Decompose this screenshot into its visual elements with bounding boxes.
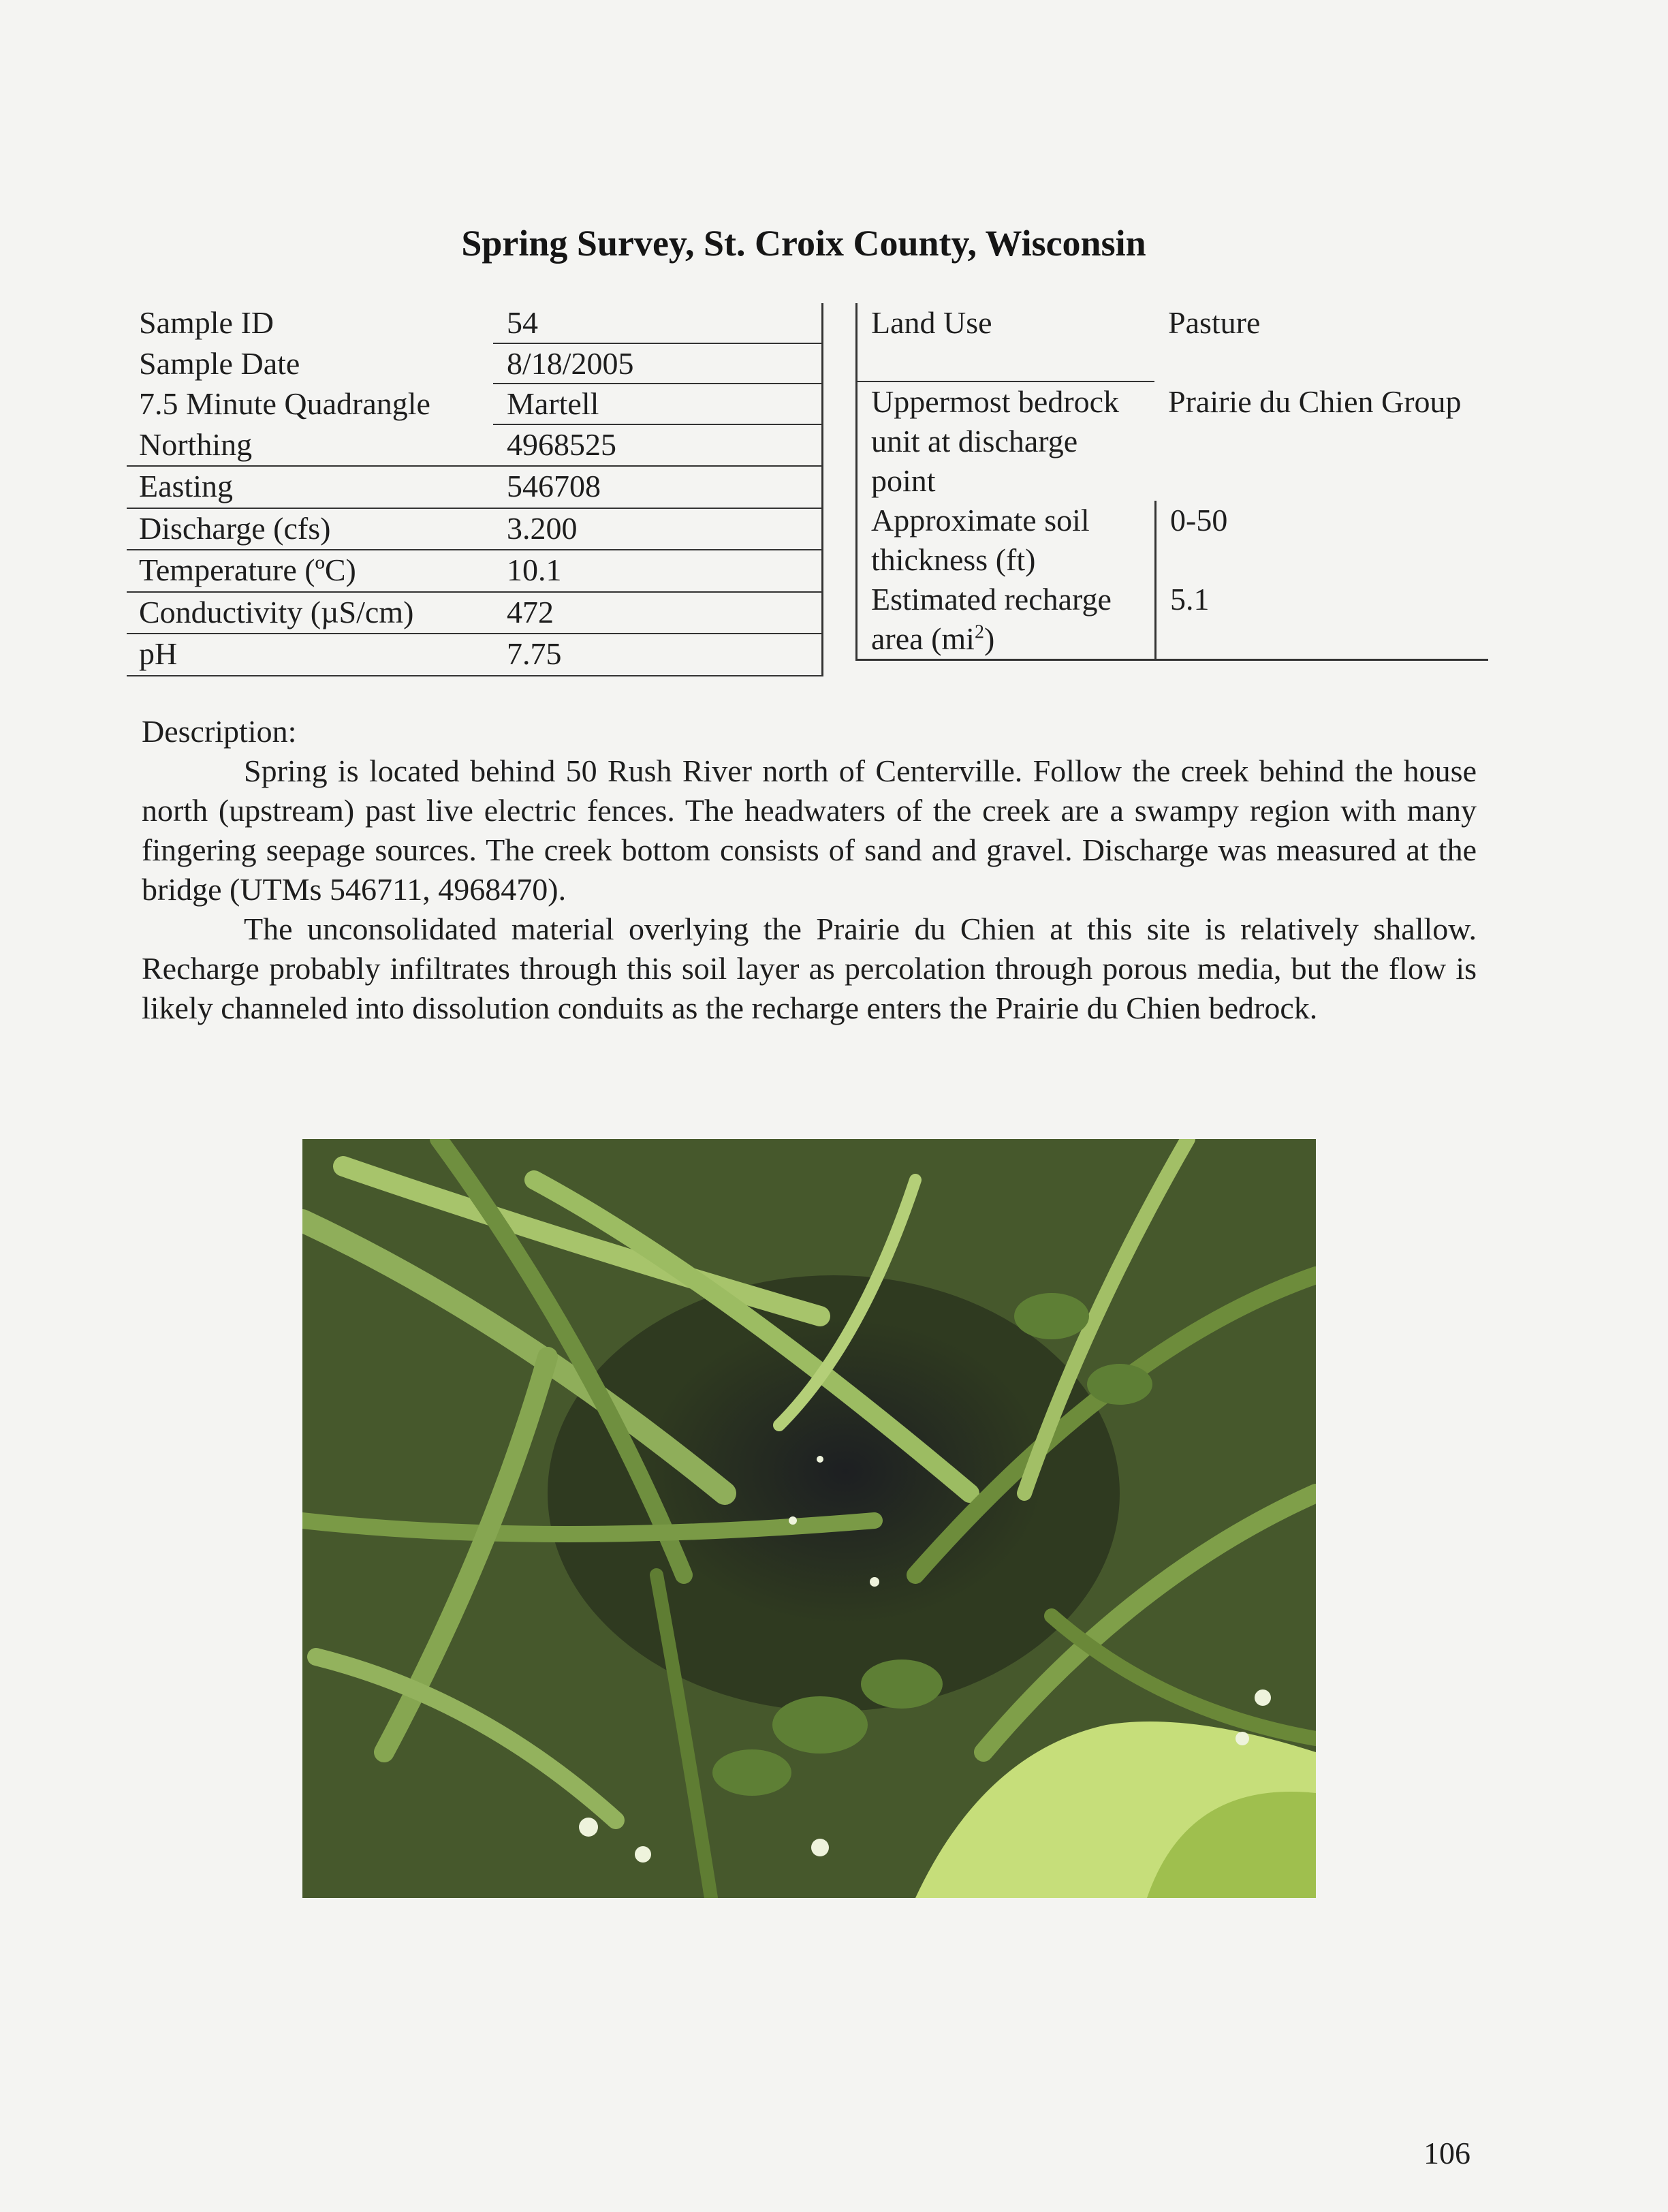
row-value: Prairie du Chien Group (1168, 384, 1462, 419)
table-row (127, 634, 821, 676)
row-value: 5.1 (1154, 580, 1488, 659)
table-row (127, 550, 821, 593)
table-row (127, 384, 821, 425)
site-info-table (855, 303, 1488, 661)
row-label: Land Use (857, 303, 1154, 382)
row-label: Uppermost bedrock unit at discharge point (871, 384, 1120, 498)
sample-info-table (127, 303, 823, 676)
table-row (857, 501, 1488, 580)
table-row (127, 467, 821, 509)
row-value: 472 (507, 594, 554, 629)
row-label: Northing (139, 426, 253, 462)
page-title: Spring Survey, St. Croix County, Wisconsin (461, 223, 1146, 264)
table-row (857, 382, 1488, 501)
row-value: 0-50 (1154, 501, 1488, 580)
row-label: pH (139, 636, 178, 671)
vegetation-photo-illustration (302, 1139, 1316, 1898)
superscript: 2 (974, 621, 984, 643)
table-row (857, 580, 1488, 659)
table-row (127, 509, 821, 551)
row-label: 7.5 Minute Quadrangle (139, 386, 430, 421)
row-value: 54 (493, 303, 821, 344)
row-value: Martell (493, 384, 821, 425)
table-row (127, 344, 821, 385)
description-section (142, 712, 1477, 1028)
row-label: Approximate soil thickness (ft) (871, 503, 1090, 577)
row-label: Temperature (ºC) (139, 552, 356, 587)
row-value: 8/18/2005 (493, 344, 821, 385)
description-paragraph: Spring is located behind 50 Rush River north of Centerville. Follow the creek behind the house north (upstream) past live electric fences. The headwaters of the creek are a swampy region with many fingering seepage sources. The creek bottom consists of sand and gravel. Discharge was measured at the bridge (UTMs 546711, 4968470). (142, 753, 1477, 907)
row-value: 3.200 (507, 510, 578, 546)
description-paragraph: The unconsolidated material overlying the Prairie du Chien at this site is relatively shallow. Recharge probably infiltrates through this soil layer as percolation through porous media, but the flow is likely channeled into dissolution conduits as the recharge enters the Prairie du Chien bedrock. (142, 912, 1477, 1025)
row-value: 7.75 (507, 636, 562, 671)
description-heading: Description: (142, 714, 297, 749)
row-value: 546708 (507, 469, 601, 503)
row-value: 4968525 (507, 426, 616, 462)
row-label: Sample ID (139, 305, 274, 340)
row-label: Sample Date (139, 345, 300, 381)
row-value: Pasture (1168, 305, 1261, 340)
table-row (127, 425, 821, 467)
table-row (127, 593, 821, 635)
row-value: 10.1 (507, 552, 562, 587)
row-label: Discharge (cfs) (139, 510, 331, 546)
row-label: Conductivity (µS/cm) (139, 594, 414, 629)
spring-photo (302, 1139, 1316, 1898)
table-row (127, 303, 821, 344)
row-label: Easting (139, 469, 233, 503)
page-number: 106 (1423, 2136, 1470, 2170)
row-label: Estimated recharge area $(mi^2)$ (871, 582, 1112, 656)
table-row (857, 303, 1488, 382)
